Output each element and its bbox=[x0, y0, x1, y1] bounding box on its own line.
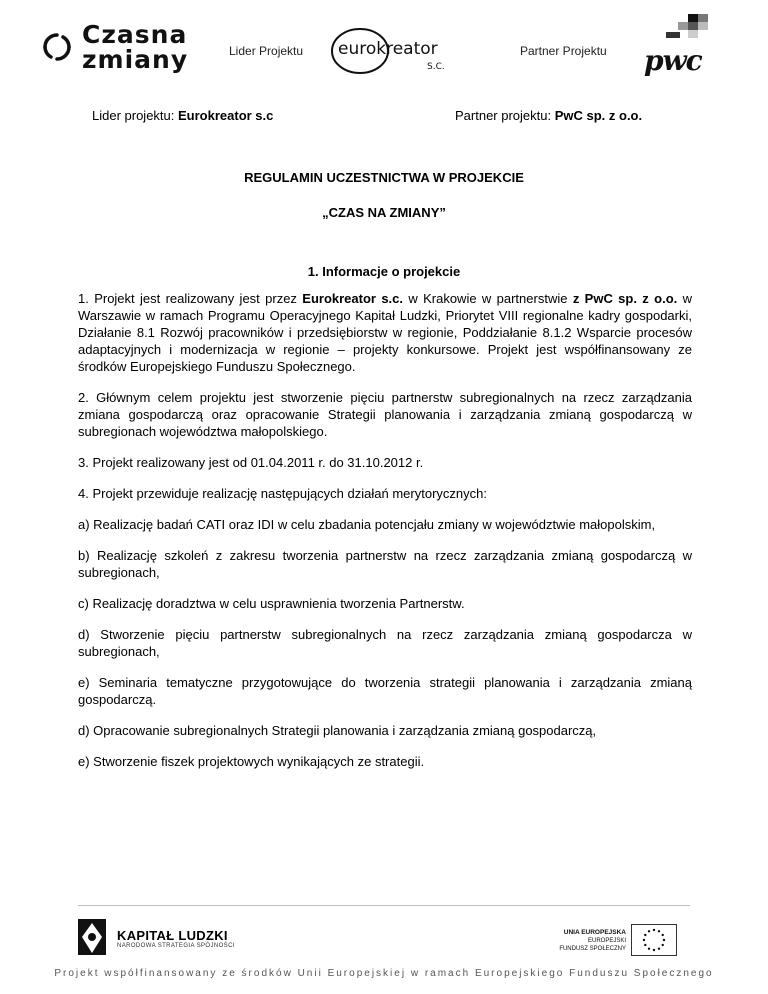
czasna-logo-text: Czasna zmiany bbox=[82, 20, 189, 74]
list-item-d2: d) Opracowanie subregionalnych Strategii planowania i zarządzania zmianą gospodarczą, bbox=[78, 723, 597, 738]
arrows-cycle-icon bbox=[42, 32, 72, 62]
paragraph-1: 1. Projekt jest realizowany jest przez Eurokreator s.c. w Krakowie w partnerstwie z PwC sp. z o.o. w Warszawie w ramach Programu Operacyjnego Kapitał Ludzki, Priorytet VIII regionalne kadry gospodarki, Działanie 8.1 Rozwój pracowników i przedsiębiorstw w regionie, Poddziałanie 8.1.2 Wsparcie procesów adaptacyjnych i modernizacja w regionie – projekty konkursowe. Projekt jest współfinansowany ze środków Europejskiego Funduszu Społecznego. bbox=[78, 291, 692, 374]
list-item-e2: e) Stworzenie fiszek projektowych wynikających ze strategii. bbox=[78, 754, 425, 769]
page-footer bbox=[0, 905, 768, 994]
section-heading: 1. Informacje o projekcie bbox=[307, 264, 461, 279]
project-name: „CZAS NA ZMIANY” bbox=[322, 205, 446, 220]
paragraph-2: 2. Głównym celem projektu jest stworzenie pięciu partnerstw subregionalnych na rzecz zarządzania zmiana gospodarczą oraz opracowanie Strategii planowania i zarządzania zmianą gospodarczą w subregionach województwa małopolskiego. bbox=[78, 390, 692, 439]
eurokreator-logo-text: eurokreator bbox=[338, 39, 438, 59]
eurokreator-logo bbox=[330, 26, 450, 76]
footer-funding-note: Projekt współfinansowany ze środków Unii Europejskiej w ramach Europejskiego Funduszu Społecznego bbox=[54, 968, 714, 979]
paragraph-3: 3. Projekt realizowany jest od 01.04.2011 r. do 31.10.2012 r. bbox=[78, 455, 424, 470]
lider-projektu: Lider projektu: Eurokreator s.c bbox=[92, 108, 274, 123]
eu-flag-icon bbox=[631, 924, 677, 956]
pwc-logo bbox=[640, 14, 710, 76]
pwc-blocks-graphic bbox=[666, 14, 710, 44]
pwc-logo-text: pwc bbox=[644, 44, 702, 77]
kapital-ludzki-subtitle: NARODOWA STRATEGIA SPÓJNOŚCI bbox=[117, 943, 235, 949]
eurokreator-logo-sub: S.C. bbox=[427, 62, 445, 72]
list-item-e1: e) Seminaria tematyczne przygotowujące do tworzenia strategii planowania i zarządzania zmianą gospodarczą. bbox=[78, 675, 692, 707]
footer-divider bbox=[78, 905, 690, 906]
list-item-d1: d) Stworzenie pięciu partnerstw subregionalnych na rzecz zarządzania zmianą gospodarcza w subregionach, bbox=[78, 627, 692, 659]
list-item-b: b) Realizację szkoleń z zakresu tworzenia partnerstw na rzecz zarządzania zmianą gospodarczą w subregionach, bbox=[78, 548, 692, 580]
czasna-zmiany-logo bbox=[42, 22, 192, 78]
paragraph-4: 4. Projekt przewiduje realizację następujących działań merytorycznych: bbox=[78, 486, 487, 501]
kapital-ludzki-emblem-icon bbox=[72, 915, 112, 959]
partner-projektu: Partner projektu: PwC sp. z o.o. bbox=[455, 108, 643, 123]
page-header bbox=[0, 0, 768, 90]
document-body bbox=[78, 290, 692, 784]
eu-label: UNIA EUROPEJSKA EUROPEJSKI FUNDUSZ SPOŁECZNY bbox=[559, 929, 626, 952]
list-item-a: a) Realizację badań CATI oraz IDI w celu zbadania potencjału zmiany w województwie małopolskim, bbox=[78, 517, 656, 532]
list-item-c: c) Realizację doradztwa w celu usprawnienia tworzenia Partnerstw. bbox=[78, 596, 465, 611]
lider-projektu-label: Lider Projektu bbox=[229, 44, 304, 58]
partner-projektu-label: Partner Projektu bbox=[520, 44, 607, 58]
kapital-ludzki-title: KAPITAŁ LUDZKI bbox=[117, 928, 228, 943]
document-title: REGULAMIN UCZESTNICTWA W PROJEKCIE bbox=[244, 170, 524, 185]
